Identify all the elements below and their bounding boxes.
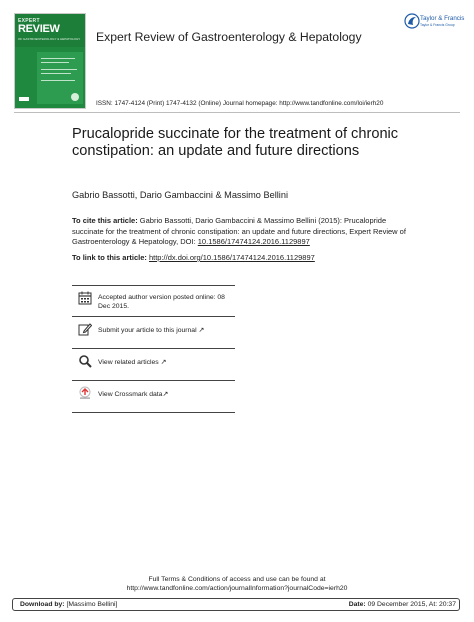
- publisher-tagline: Taylor & Francis Group: [420, 23, 455, 27]
- terms-url[interactable]: http://www.tandfonline.com/action/journalInformation?journalCode=ierh20: [126, 585, 348, 592]
- downloaded-by-value: [Massimo Bellini]: [64, 601, 118, 608]
- related-articles-label: View related articles: [98, 359, 159, 366]
- crossmark-label: View Crossmark data: [98, 391, 163, 398]
- terms-line: Full Terms & Conditions of access and use can be found at: [148, 576, 326, 583]
- calendar-icon: [78, 291, 92, 305]
- cover-subtitle: OF GASTROENTEROLOGY & HEPATOLOGY: [18, 37, 81, 41]
- article-link-line: [72, 253, 315, 262]
- crossmark-icon: [78, 386, 92, 400]
- article-link-label: To link to this article:: [72, 253, 147, 262]
- cover-dot: [71, 93, 79, 101]
- article-title: Prucalopride succinate for the treatment of chronic constipation: an update and future directions: [72, 126, 399, 159]
- header-divider: [14, 112, 460, 113]
- rows-bottom-divider: [72, 412, 235, 413]
- accepted-version-text: Accepted author version posted online: 08 Dec 2015.: [98, 294, 225, 310]
- article-link-url[interactable]: http://dx.doi.org/10.1586/17474124.2016.1129897: [148, 253, 315, 262]
- cover-word-expert: EXPERT: [18, 18, 40, 24]
- journal-cover: [14, 13, 86, 109]
- magnifier-icon: [78, 354, 92, 368]
- download-date-value: 09 December 2015, At: 20:37: [365, 601, 456, 608]
- cover-line: [41, 69, 77, 70]
- cover-line: [41, 58, 75, 59]
- submit-article-label: Submit your article to this journal: [98, 327, 197, 334]
- crossmark-link[interactable]: [98, 390, 238, 399]
- cover-line: [41, 73, 71, 74]
- journal-title[interactable]: Expert Review of Gastroenterology & Hepatology: [96, 30, 362, 44]
- article-authors: Gabrio Bassotti, Dario Gambaccini & Massimo Bellini: [72, 190, 288, 200]
- issn-homepage-line: ISSN: 1747-4124 (Print) 1747-4132 (Online) Journal homepage: http://www.tandfonline.com/loi/ierh20: [96, 100, 384, 107]
- cover-label-strip: [19, 97, 29, 101]
- cover-line: [41, 80, 75, 81]
- row-divider: [72, 316, 235, 317]
- taylor-francis-logo-icon: [404, 13, 420, 29]
- terms-footer: [60, 575, 414, 593]
- cover-line: [41, 62, 69, 63]
- download-date-label: Date:: [348, 601, 366, 608]
- edit-icon: [78, 322, 92, 336]
- downloaded-by-label: Download by:: [20, 601, 65, 608]
- submit-article-link[interactable]: [98, 326, 238, 335]
- row-divider: [72, 380, 235, 381]
- publisher-name: Taylor & Francis: [420, 15, 465, 22]
- download-date: [349, 601, 456, 608]
- citation: [72, 216, 412, 248]
- citation-label: To cite this article:: [72, 216, 138, 225]
- external-link-icon: ↗: [160, 359, 167, 366]
- related-articles-link[interactable]: [98, 358, 238, 367]
- row-divider: [72, 348, 235, 349]
- downloaded-by: [20, 601, 117, 608]
- citation-doi-link[interactable]: 10.1586/17474124.2016.1129897: [197, 237, 310, 246]
- external-link-icon: ↗: [198, 327, 205, 334]
- rows-top-divider: [72, 285, 235, 286]
- external-link-icon: ↗: [162, 391, 169, 398]
- citation-text: Gabrio Bassotti, Dario Gambaccini & Massimo Bellini (2015): Prucalopride succinate for the treatment of chronic constipation: an update and future directions, Expert Review of Gastroenterology & Hepatology, DOI:: [72, 216, 406, 246]
- cover-word-review: REVIEW: [18, 23, 60, 35]
